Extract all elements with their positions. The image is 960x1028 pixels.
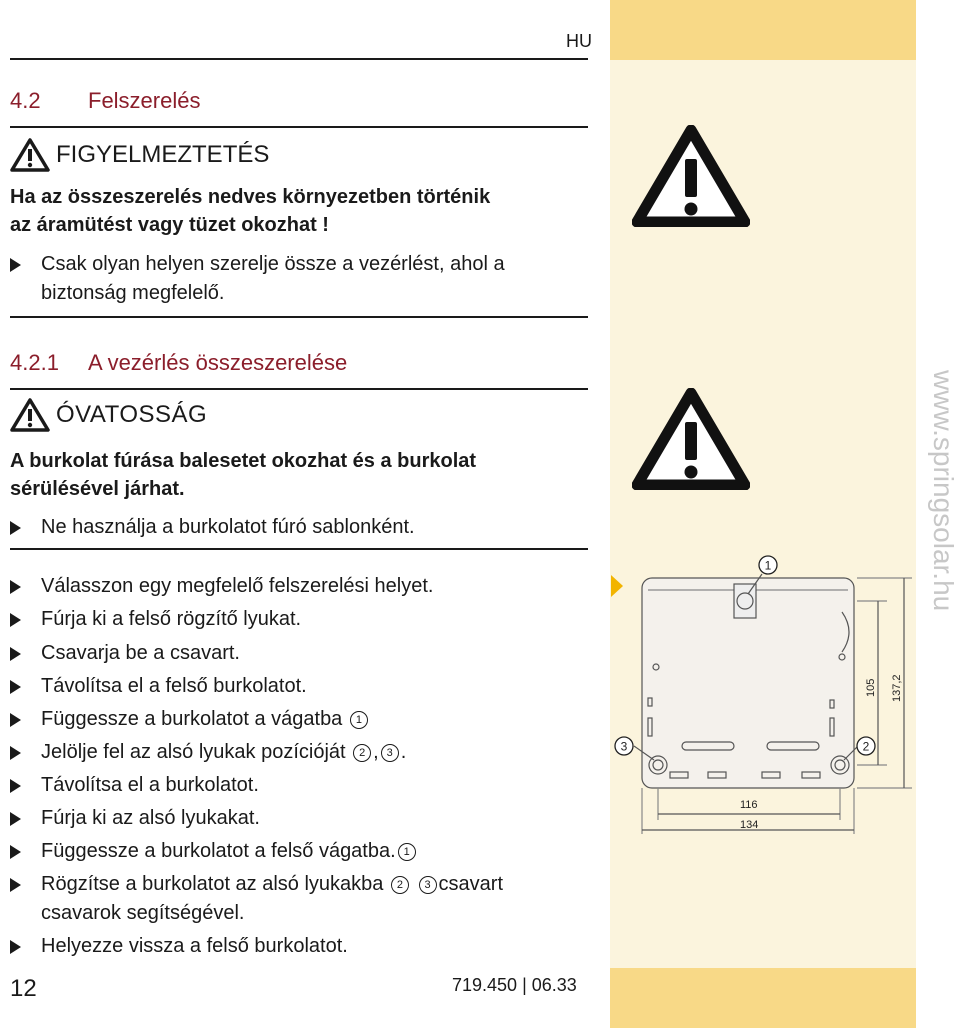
play-bullet-icon — [10, 845, 21, 859]
marker-2: 2 — [391, 876, 409, 894]
caution-heading — [10, 398, 207, 432]
caution-label: ÓVATOSSÁG — [56, 401, 208, 428]
section-number: 4.2 — [10, 88, 41, 113]
margin-band-top — [610, 0, 916, 60]
divider — [10, 548, 588, 550]
play-bullet-icon — [10, 812, 21, 826]
list-item: Csavarja be a csavart. — [10, 639, 240, 668]
marker-2: 2 — [353, 744, 371, 762]
list-item: Rögzítse a burkolatot az alsó lyukakba 2 3 csavart csavarok segítségével. — [10, 870, 503, 928]
play-bullet-icon — [10, 258, 21, 272]
warning-triangle-icon — [632, 388, 750, 490]
warning-triangle-icon — [632, 125, 750, 227]
caution-text: sérülésével járhat. — [10, 478, 185, 500]
diagram-callout-1: 1 — [764, 558, 772, 573]
section-title: Felszerelés — [88, 88, 201, 113]
marker-1: 1 — [350, 711, 368, 729]
divider — [10, 126, 588, 128]
play-bullet-icon — [10, 878, 21, 892]
warning-label: FIGYELMEZTETÉS — [56, 141, 270, 168]
marker-3: 3 — [381, 744, 399, 762]
play-bullet-icon — [10, 647, 21, 661]
list-item: Függessze a burkolatot a felső vágatba. 1 — [10, 837, 418, 866]
list-item: Csak olyan helyen szerelje össze a vezérlést, ahol a biztonság megfelelő. — [10, 250, 505, 308]
list-item: Ne használja a burkolatot fúró sablonként. — [10, 513, 415, 542]
list-item: Távolítsa el a felső burkolatot. — [10, 672, 307, 701]
caution-text: A burkolat fúrása balesetet okozhat és a burkolat — [10, 450, 477, 472]
play-bullet-icon — [10, 521, 21, 535]
page-number: 12 — [10, 975, 37, 1002]
warning-triangle-icon — [10, 138, 50, 172]
subsection-title: A vezérlés összeszerelése — [88, 350, 348, 375]
dimension-137-2: 137,2 — [891, 674, 903, 702]
marker-1: 1 — [398, 843, 416, 861]
subsection-number: 4.2.1 — [10, 350, 59, 375]
play-bullet-icon — [10, 940, 21, 954]
divider — [10, 316, 588, 318]
list-item: Válasszon egy megfelelő felszerelési helyet. — [10, 572, 433, 601]
list-item: Fúrja ki a felső rögzítő lyukat. — [10, 605, 301, 634]
dimension-134: 134 — [740, 819, 759, 831]
list-item: Jelölje fel az alsó lyukak pozícióját 2 , 3 . — [10, 738, 406, 767]
play-bullet-icon — [10, 779, 21, 793]
divider — [10, 58, 588, 60]
diagram-callout-2: 2 — [862, 739, 870, 754]
divider — [10, 388, 588, 390]
list-item: Helyezze vissza a felső burkolatot. — [10, 932, 348, 961]
warning-heading — [10, 138, 269, 172]
play-bullet-icon — [10, 613, 21, 627]
list-item: Fúrja ki az alsó lyukakat. — [10, 804, 260, 833]
warning-triangle-icon — [10, 398, 50, 432]
marker-3: 3 — [419, 876, 437, 894]
dimension-116: 116 — [740, 799, 758, 811]
language-code: HU — [566, 31, 592, 51]
warning-text: Ha az összeszerelés nedves környezetben történik — [10, 186, 491, 208]
play-bullet-icon — [10, 713, 21, 727]
warning-text: az áramütést vagy tüzet okozhat ! — [10, 214, 329, 236]
play-bullet-icon — [10, 680, 21, 694]
mounting-diagram — [612, 552, 912, 842]
diagram-callout-3: 3 — [620, 739, 628, 754]
list-item: Távolítsa el a burkolatot. — [10, 771, 259, 800]
dimension-105: 105 — [865, 678, 877, 697]
document-number: 719.450 | 06.33 — [452, 975, 577, 995]
play-bullet-icon — [10, 580, 21, 594]
margin-band-bottom — [610, 968, 916, 1028]
play-bullet-icon — [10, 746, 21, 760]
website-text: www.springsolar.hu — [928, 370, 959, 612]
website-watermark — [924, 370, 960, 670]
list-item: Függessze a burkolatot a vágatba 1 — [10, 705, 370, 734]
